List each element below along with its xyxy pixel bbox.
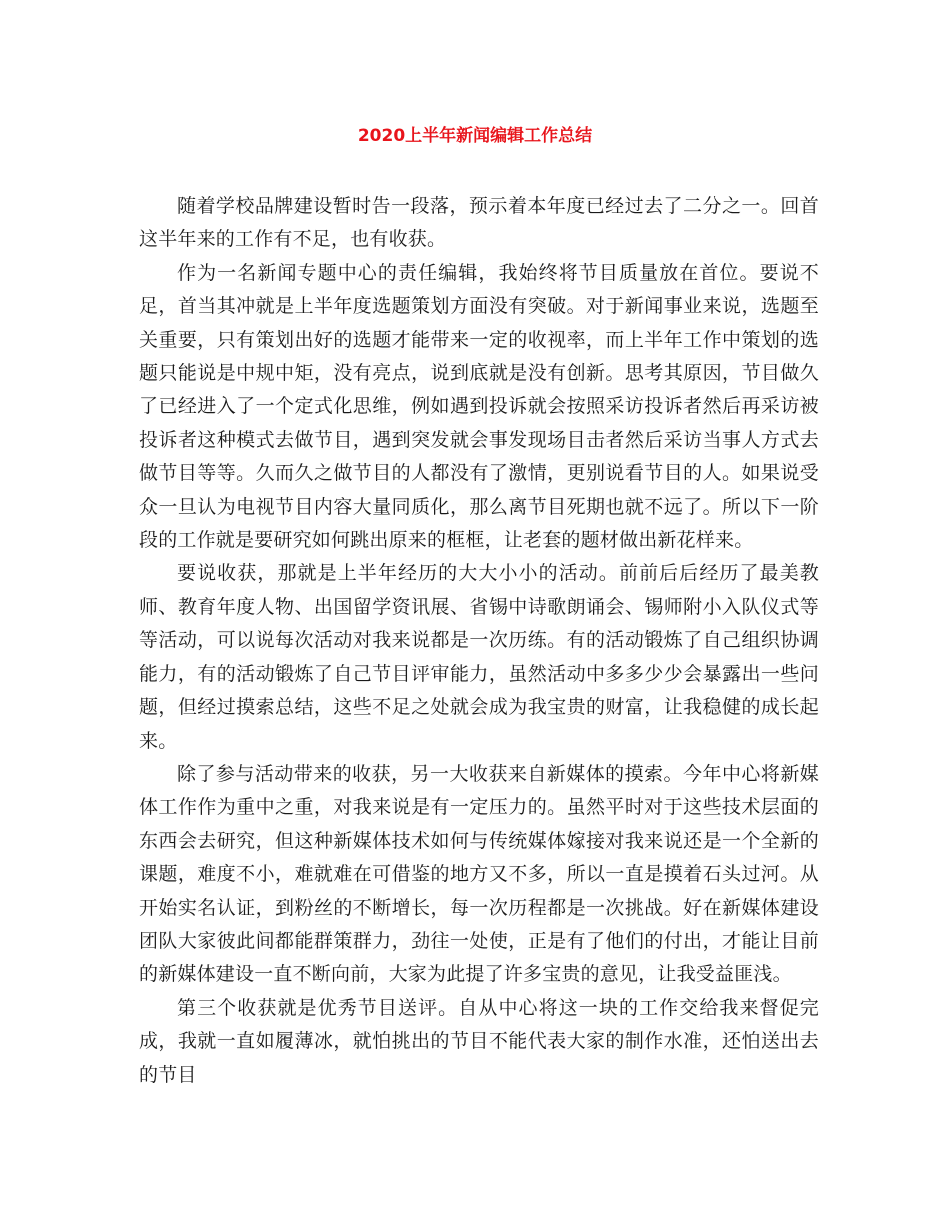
paragraph-5: 第三个收获就是优秀节目送评。自从中心将这一块的工作交给我来督促完成，我就一直如履薄冰，就怕挑出的节目不能代表大家的制作水准，还怕送出去的节目 <box>139 996 819 1086</box>
document-body <box>139 190 819 1092</box>
document-title: 2020上半年新闻编辑工作总结 <box>357 126 593 146</box>
paragraph-3: 要说收获，那就是上半年经历的大大小小的活动。前前后后经历了最美教师、教育年度人物、出国留学资讯展、省锡中诗歌朗诵会、锡师附小入队仪式等等活动，可以说每次活动对我来说都是一次历练。有的活动锻炼了自己组织协调能力，有的活动锻炼了自己节目评审能力，虽然活动中多多少少会暴露出一些问题，但经过摸索总结，这些不足之处就会成为我宝贵的财富，让我稳健的成长起来。 <box>139 562 819 752</box>
paragraph-1: 随着学校品牌建设暂时告一段落，预示着本年度已经过去了二分之一。回首这半年来的工作有不足，也有收获。 <box>139 195 819 251</box>
paragraph-4: 除了参与活动带来的收获，另一大收获来自新媒体的摸索。今年中心将新媒体工作作为重中之重，对我来说是有一定压力的。虽然平时对于这些技术层面的东西会去研究，但这种新媒体技术如何与传统媒体嫁接对我来说还是一个全新的课题，难度不小，难就难在可借鉴的地方又不多，所以一直是摸着石头过河。从开始实名认证，到粉丝的不断增长，每一次历程都是一次挑战。好在新媒体建设团队大家彼此间都能群策群力，劲往一处使，正是有了他们的付出，才能让目前的新媒体建设一直不断向前，大家为此提了许多宝贵的意见，让我受益匪浅。 <box>139 762 819 986</box>
paragraph-2: 作为一名新闻专题中心的责任编辑，我始终将节目质量放在首位。要说不足，首当其冲就是上半年度选题策划方面没有突破。对于新闻事业来说，选题至关重要，只有策划出好的选题才能带来一定的收视率，而上半年工作中策划的选题只能说是中规中矩，没有亮点，说到底就是没有创新。思考其原因，节目做久了已经进入了一个定式化思维，例如遇到投诉就会按照采访投诉者然后再采访被投诉者这种模式去做节目，遇到突发就会事发现场目击者然后采访当事人方式去做节目等等。久而久之做节目的人都没有了激情，更别说看节目的人。如果说受众一旦认为电视节目内容大量同质化，那么离节目死期也就不远了。所以下一阶段的工作就是要研究如何跳出原来的框框，让老套的题材做出新花样来。 <box>139 261 819 552</box>
